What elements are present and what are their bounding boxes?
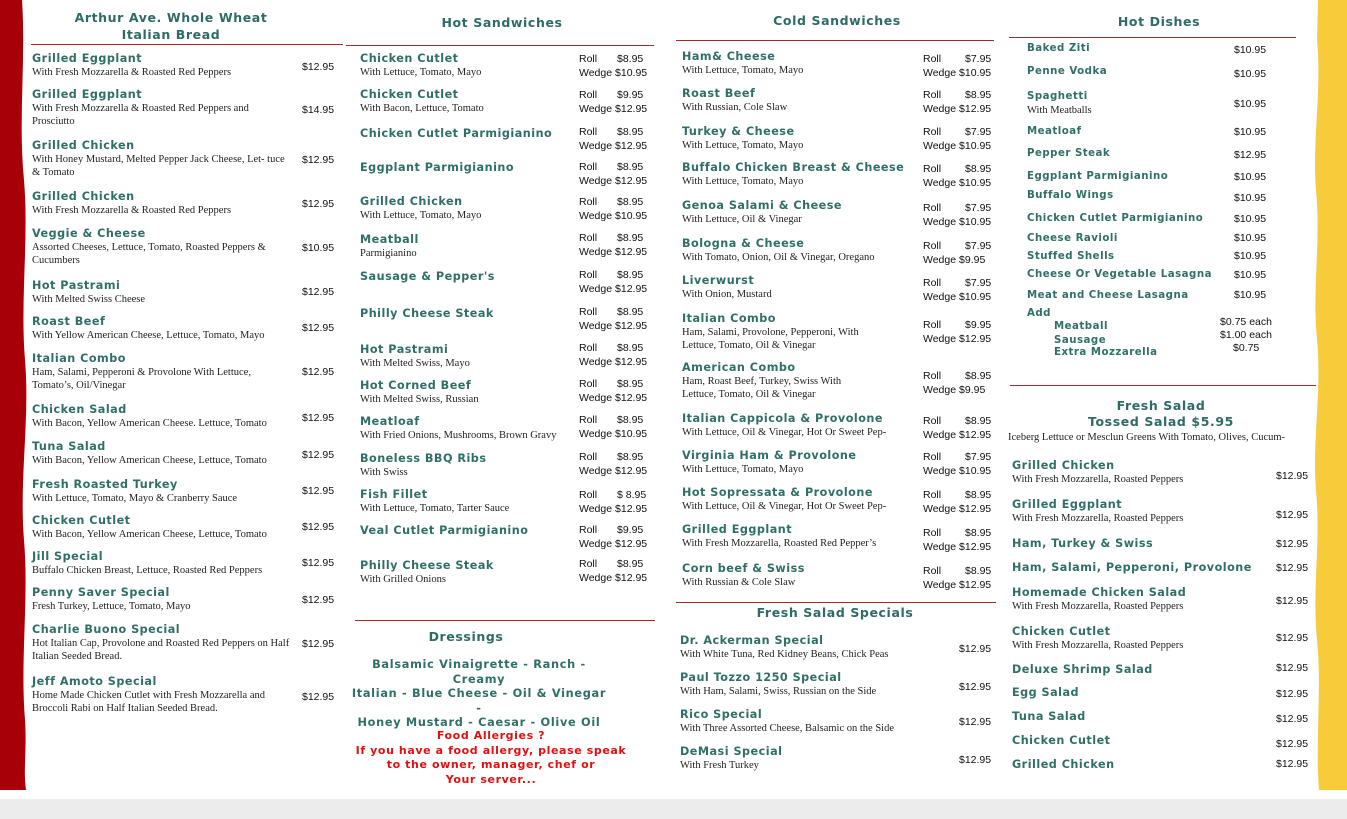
dish-desc: With Meatballs xyxy=(1027,105,1092,116)
price: $12.95 xyxy=(959,716,992,728)
price: $12.95 xyxy=(302,638,335,650)
price: $12.95 xyxy=(302,521,335,533)
hot-dishes-title: Hot Dishes xyxy=(1117,14,1201,29)
menu-item: Homemade Chicken Salad With Fresh Mozzarella, Roasted Peppers xyxy=(1012,586,1187,612)
addon-name: Meatball xyxy=(1054,321,1108,332)
bottom-bar xyxy=(0,799,1347,819)
price: $12.95 xyxy=(1276,738,1309,750)
price-block: Roll $8.95 Wedge $12.95 xyxy=(579,451,648,477)
price: $10.95 xyxy=(1234,44,1267,56)
price: $1.00 each xyxy=(1220,329,1272,341)
menu-item: Chicken Cutlet With Fresh Mozzarella, Roasted Peppers xyxy=(1012,625,1184,651)
menu-item: Egg Salad xyxy=(1012,686,1080,699)
menu-item: Chicken Cutlet xyxy=(1012,734,1111,747)
cold-sandwiches-title: Cold Sandwiches xyxy=(773,13,901,28)
menu-item: Roast Beef With Russian, Cole Slaw xyxy=(682,87,788,113)
price: $12.95 xyxy=(302,691,335,703)
menu-item: Ham& Cheese With Lettuce, Tomato, Mayo xyxy=(682,50,804,76)
menu-item: Chicken Salad With Bacon, Yellow American Cheese. Lettuce, Tomato xyxy=(32,403,267,429)
price: $10.95 xyxy=(1234,289,1267,301)
price: $12.95 xyxy=(1234,149,1267,161)
dish-name: Cheese Ravioli xyxy=(1027,233,1118,244)
dressings-list: Balsamic Vinaigrette - Ranch - Creamy Italian - Blue Cheese - Oil & Vinegar - Honey Mustard - Caesar - Olive Oil xyxy=(351,658,607,729)
price-block: Roll $8.95 Wedge $10.95 xyxy=(579,414,648,440)
menu-item: Corn beef & Swiss With Russian & Cole Slaw xyxy=(682,562,805,588)
menu-item: Grilled Chicken With Fresh Mozzarella & Roasted Red Peppers xyxy=(32,190,232,216)
price: $10.95 xyxy=(1234,213,1267,225)
menu-item: Charlie Buono Special Hot Italian Cap, Provolone and Roasted Red Peppers on Half Italian Seeded Bread. xyxy=(32,623,290,662)
price-block: Roll $8.95 Wedge $10.95 xyxy=(579,196,648,222)
menu-item: Veggie & Cheese Assorted Cheeses, Lettuce, Tomato, Roasted Peppers & Cucumbers xyxy=(32,227,266,266)
menu-item: Grilled Eggplant With Fresh Mozzarella & Roasted Red Peppers and Prosciutto xyxy=(32,88,249,127)
menu-item: Philly Cheese Steak xyxy=(360,307,494,320)
dish-name: Pepper Steak xyxy=(1027,148,1111,159)
divider xyxy=(676,40,994,41)
price-block: Roll $8.95 Wedge $12.95 xyxy=(579,558,648,584)
menu-item: Ham, Turkey & Swiss xyxy=(1012,537,1154,550)
price: $12.95 xyxy=(302,61,335,73)
menu-item: Dr. Ackerman Special With White Tuna, Red Kidney Beans, Chick Peas xyxy=(680,634,889,660)
price-block: Roll $7.95 Wedge $10.95 xyxy=(923,126,992,152)
price-block: Roll $9.95 Wedge $12.95 xyxy=(579,524,648,550)
menu-item: Grilled Chicken With Honey Mustard, Melted Pepper Jack Cheese, Let- tuce & Tomato xyxy=(32,139,285,178)
menu-item: Meatloaf With Fried Onions, Mushrooms, Brown Gravy xyxy=(360,415,557,441)
menu-item: Genoa Salami & Cheese With Lettuce, Oil & Vinegar xyxy=(682,199,842,225)
price-block: Roll $8.95 Wedge $12.95 xyxy=(579,269,648,295)
menu-item: Roast Beef With Yellow American Cheese, Lettuce, Tomato, Mayo xyxy=(32,315,265,341)
menu-item: Fish Fillet With Lettuce, Tomato, Tarter Sauce xyxy=(360,488,510,514)
menu-item: Turkey & Cheese With Lettuce, Tomato, Mayo xyxy=(682,125,804,151)
price: $12.95 xyxy=(302,154,335,166)
price: $10.95 xyxy=(1234,192,1267,204)
menu-item: Rico Special With Three Assorted Cheese, Balsamic on the Side xyxy=(680,708,895,734)
price: $10.95 xyxy=(1234,250,1267,262)
price: $12.95 xyxy=(302,366,335,378)
price-block: Roll $7.95 Wedge $10.95 xyxy=(923,277,992,303)
salad-description: Iceberg Lettuce or Mesclun Greens With Tomato, Olives, Cucum- xyxy=(1008,432,1286,443)
dish-name: Buffalo Wings xyxy=(1027,190,1114,201)
price-block: Roll $8.95 Wedge $12.95 xyxy=(923,89,992,115)
menu-item: Grilled Chicken With Lettuce, Tomato, Mayo xyxy=(360,195,482,221)
menu-item: Italian Combo Ham, Salami, Pepperoni & Provolone With Lettuce, Tomato’s, Oil/Vinegar xyxy=(32,352,251,391)
price-block: Roll $7.95 Wedge $9.95 xyxy=(923,240,992,266)
dish-name: Cheese Or Vegetable Lasagna xyxy=(1027,269,1212,280)
right-yellow-stripe xyxy=(1312,0,1347,790)
price: $12.95 xyxy=(959,643,992,655)
menu-item: Deluxe Shrimp Salad xyxy=(1012,663,1153,676)
price-block: Roll $8.95 Wedge $12.95 xyxy=(923,527,992,553)
price-block: Roll $8.95 Wedge $12.95 xyxy=(579,126,648,152)
price-block: Roll $8.95 Wedge $10.95 xyxy=(923,163,992,189)
menu-item: Hot Corned Beef With Melted Swiss, Russian xyxy=(360,379,479,405)
price: $10.95 xyxy=(1234,269,1267,281)
menu-item: DeMasi Special With Fresh Turkey xyxy=(680,745,783,771)
menu-item: Grilled Chicken With Fresh Mozzarella, Roasted Peppers xyxy=(1012,459,1184,485)
price: $12.95 xyxy=(1276,713,1309,725)
menu-item: American Combo Ham, Roast Beef, Turkey, Swiss With Lettuce, Tomato, Oil & Vinegar xyxy=(682,361,842,400)
menu-item: Hot Pastrami With Melted Swiss Cheese xyxy=(32,279,146,305)
menu-item: Eggplant Parmigianino xyxy=(360,161,515,174)
price: $12.95 xyxy=(1276,470,1309,482)
price: $12.95 xyxy=(1276,538,1309,550)
price: $10.95 xyxy=(1234,68,1267,80)
menu-item: Grilled Chicken xyxy=(1012,758,1115,771)
price-block: Roll $8.95 Wedge $12.95 xyxy=(923,489,992,515)
dish-name: Spaghetti xyxy=(1027,91,1088,102)
price: $12.95 xyxy=(1276,509,1309,521)
dish-name: Baked Ziti xyxy=(1027,43,1091,54)
menu-item: Tuna Salad With Bacon, Yellow American Cheese, Lettuce, Tomato xyxy=(32,440,267,466)
dish-name: Stuffed Shells xyxy=(1027,251,1115,262)
price: $12.95 xyxy=(302,594,335,606)
price: $12.95 xyxy=(959,681,992,693)
divider xyxy=(31,44,343,45)
menu-item: Buffalo Chicken Breast & Cheese With Lettuce, Tomato, Mayo xyxy=(682,161,905,187)
allergy-notice: Food Allergies ? If you have a food allergy, please speak to the owner, manager, chef or Your server... xyxy=(355,729,627,786)
price: $10.95 xyxy=(302,242,335,254)
menu-item: Virginia Ham & Provolone With Lettuce, Tomato, Mayo xyxy=(682,449,857,475)
menu-item: Veal Cutlet Parmigianino xyxy=(360,524,529,537)
fresh-salad-title: Fresh Salad xyxy=(1116,398,1206,413)
price: $12.95 xyxy=(302,322,335,334)
menu-item: Bologna & Cheese With Tomato, Onion, Oil & Vinegar, Oregano xyxy=(682,237,875,263)
divider xyxy=(676,602,996,603)
menu-item: Boneless BBQ Ribs With Swiss xyxy=(360,452,487,478)
divider xyxy=(1009,37,1296,38)
menu-item: Grilled Eggplant With Fresh Mozzarella, Roasted Red Pepper’s xyxy=(682,523,877,549)
price: $12.95 xyxy=(302,198,335,210)
price: $12.95 xyxy=(302,557,335,569)
price: $12.95 xyxy=(1276,595,1309,607)
price: $12.95 xyxy=(1276,562,1309,574)
price-block: Roll $8.95 Wedge $10.95 xyxy=(579,53,648,79)
price-block: Roll $9.95 Wedge $12.95 xyxy=(579,89,648,115)
dish-name: Meat and Cheese Lasagna xyxy=(1027,290,1189,301)
price-block: Roll $8.95 Wedge $12.95 xyxy=(579,342,648,368)
add-label: Add xyxy=(1027,308,1051,319)
menu-item: Jeff Amoto Special Home Made Chicken Cutlet with Fresh Mozzarella and Broccoli Rabi on Half Italian Seeded Bread. xyxy=(32,675,265,714)
dish-name: Penne Vodka xyxy=(1027,66,1108,77)
menu-item: Ham, Salami, Pepperoni, Provolone xyxy=(1012,561,1252,574)
price-block: Roll $8.95 Wedge $12.95 xyxy=(923,415,992,441)
price: $10.95 xyxy=(1234,98,1267,110)
col1-title: Arthur Ave. Whole Wheat Italian Bread xyxy=(74,10,268,42)
addon-name: Extra Mozzarella xyxy=(1054,347,1158,358)
dish-name: Eggplant Parmigianino xyxy=(1027,171,1169,182)
dish-name: Chicken Cutlet Parmigianino xyxy=(1027,213,1204,224)
menu-item: Meatball Parmigianino xyxy=(360,233,419,259)
dressings-title: Dressings xyxy=(428,629,504,644)
menu-item: Philly Cheese Steak With Grilled Onions xyxy=(360,559,494,585)
menu-item: Chicken Cutlet With Bacon, Lettuce, Tomato xyxy=(360,88,484,114)
price-block: Roll $8.95 Wedge $12.95 xyxy=(579,306,648,332)
price: $0.75 each xyxy=(1220,316,1272,328)
menu-item: Penny Saver Special Fresh Turkey, Lettuce, Tomato, Mayo xyxy=(32,586,191,612)
price-block: Roll $9.95 Wedge $12.95 xyxy=(923,319,992,345)
price: $12.95 xyxy=(1276,688,1309,700)
divider xyxy=(1010,385,1316,386)
divider xyxy=(346,45,654,46)
dish-name: Meatloaf xyxy=(1027,126,1082,137)
price: $12.95 xyxy=(302,286,335,298)
menu-item: Grilled Eggplant With Fresh Mozzarella & Roasted Red Peppers xyxy=(32,52,232,78)
price: $12.95 xyxy=(1276,632,1309,644)
left-red-stripe xyxy=(0,0,30,790)
price: $0.75 xyxy=(1233,342,1260,354)
menu-item: Hot Pastrami With Melted Swiss, Mayo xyxy=(360,343,470,369)
price: $14.95 xyxy=(302,104,335,116)
price-block: Roll $ 8.95 Wedge $12.95 xyxy=(579,489,648,515)
addon-name: Sausage xyxy=(1054,335,1107,346)
divider xyxy=(355,620,655,621)
price: $12.95 xyxy=(959,754,992,766)
menu-item: Sausage & Pepper's xyxy=(360,270,495,283)
price-block: Roll $7.95 Wedge $10.95 xyxy=(923,202,992,228)
fresh-salad-specials-title: Fresh Salad Specials xyxy=(756,605,914,620)
price-block: Roll $8.95 Wedge $12.95 xyxy=(579,378,648,404)
price-block: Roll $7.95 Wedge $10.95 xyxy=(923,451,992,477)
menu-item: Jill Special Buffalo Chicken Breast, Lettuce, Roasted Red Peppers xyxy=(32,550,263,576)
price-block: Roll $8.95 Wedge $12.95 xyxy=(579,232,648,258)
price-block: Roll $8.95 Wedge $9.95 xyxy=(923,370,992,396)
menu-item: Tuna Salad xyxy=(1012,710,1086,723)
price: $12.95 xyxy=(302,485,335,497)
menu-item: Paul Tozzo 1250 Special With Ham, Salami, Swiss, Russian on the Side xyxy=(680,671,877,697)
menu-item: Italian Cappicola & Provolone With Lettuce, Oil & Vinegar, Hot Or Sweet Pep- xyxy=(682,412,887,438)
menu-item: Chicken Cutlet With Lettuce, Tomato, Mayo xyxy=(360,52,482,78)
price: $12.95 xyxy=(1276,662,1309,674)
menu-item: Liverwurst With Onion, Mustard xyxy=(682,274,772,300)
menu-item: Chicken Cutlet Parmigianino xyxy=(360,127,553,140)
price: $10.95 xyxy=(1234,232,1267,244)
menu-item: Grilled Eggplant With Fresh Mozzarella, Roasted Peppers xyxy=(1012,498,1184,524)
price: $12.95 xyxy=(1276,758,1309,770)
menu-item: Fresh Roasted Turkey With Lettuce, Tomato, Mayo & Cranberry Sauce xyxy=(32,478,238,504)
price: $10.95 xyxy=(1234,126,1267,138)
menu-item: Hot Sopressata & Provolone With Lettuce, Oil & Vinegar, Hot Or Sweet Pep- xyxy=(682,486,887,512)
tossed-salad-subtitle: Tossed Salad $5.95 xyxy=(1088,414,1234,429)
menu-item: Italian Combo Ham, Salami, Provolone, Pepperoni, With Lettuce, Tomato, Oil & Vinegar xyxy=(682,312,859,351)
price-block: Roll $8.95 Wedge $12.95 xyxy=(579,161,648,187)
price-block: Roll $8.95 Wedge $12.95 xyxy=(923,565,992,591)
price: $12.95 xyxy=(302,449,335,461)
price: $12.95 xyxy=(302,412,335,424)
menu-item: Chicken Cutlet With Bacon, Yellow American Cheese, Lettuce, Tomato xyxy=(32,514,267,540)
hot-sandwiches-title: Hot Sandwiches xyxy=(441,15,563,30)
price-block: Roll $7.95 Wedge $10.95 xyxy=(923,53,992,79)
price: $10.95 xyxy=(1234,171,1267,183)
